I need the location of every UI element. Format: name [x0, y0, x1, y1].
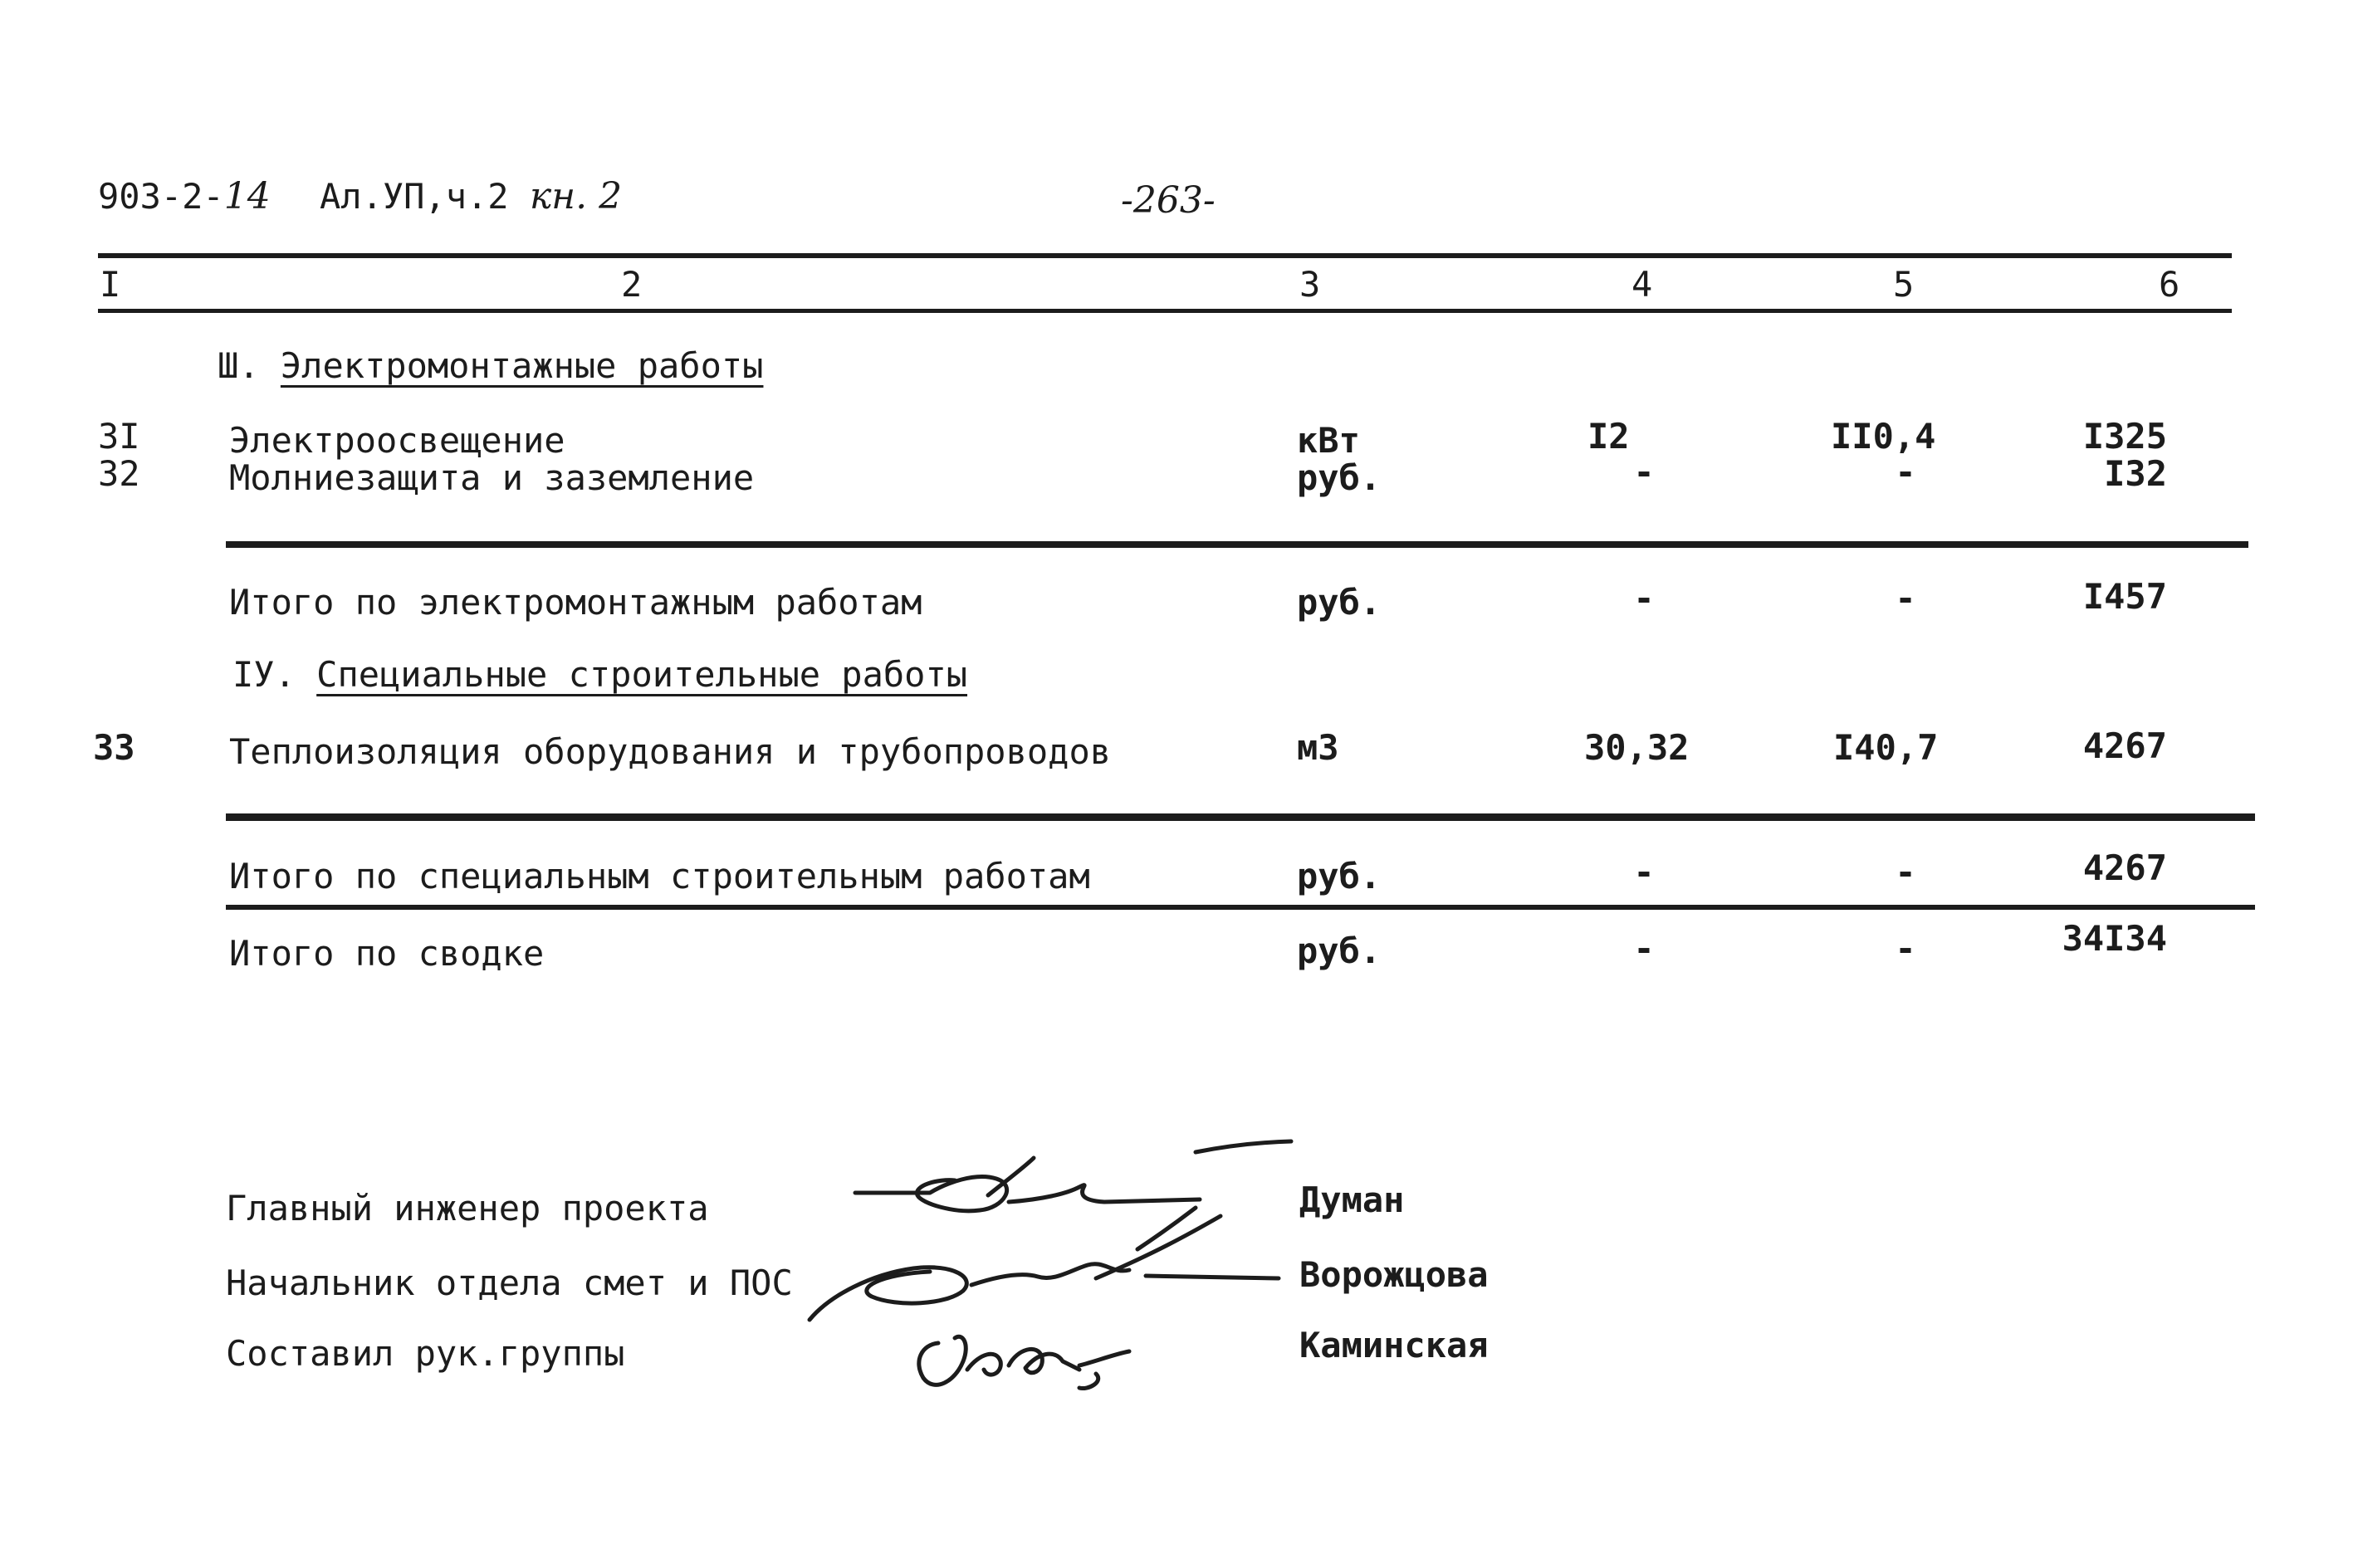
row-number: 3I: [98, 416, 140, 457]
col-header-2: 2: [621, 264, 643, 305]
total-name: Итого по электромонтажным работам: [229, 582, 922, 623]
total-name: Итого по специальным строительным работам: [229, 856, 1090, 896]
grand-total-unit: руб.: [1297, 931, 1382, 971]
book-handwritten: кн. 2: [529, 175, 623, 217]
grand-total-name: Итого по сводке: [229, 933, 545, 974]
document-code-handwritten: 14: [223, 175, 271, 217]
row-number: 32: [98, 453, 140, 494]
grand-total-price: -: [1895, 928, 1916, 969]
total-price: -: [1895, 578, 1916, 618]
total-qty: -: [1633, 852, 1655, 892]
col-header-4: 4: [1631, 264, 1653, 305]
grand-total-qty: -: [1633, 928, 1655, 969]
row-price: I40,7: [1833, 727, 1939, 768]
page-number: -263-: [1121, 179, 1216, 222]
total-cost: I457: [2082, 576, 2167, 617]
signature-name: Думан: [1299, 1180, 1405, 1220]
row-qty: -: [1633, 452, 1655, 492]
row-unit: м3: [1297, 727, 1339, 768]
section-4-name: Специальные строительные работы: [316, 654, 968, 695]
grand-total-cost: 34I34: [2062, 918, 2167, 959]
row-number: 33: [93, 727, 135, 768]
row-unit: руб.: [1297, 457, 1382, 498]
row-qty: 30,32: [1584, 727, 1690, 768]
signature-role: Составил рук.группы: [226, 1333, 625, 1374]
col-header-1: I: [100, 264, 121, 305]
signature-name: Каминская: [1299, 1325, 1489, 1365]
row-price: -: [1895, 452, 1916, 492]
document-code-printed: 903-2-: [98, 176, 224, 217]
row-cost: I325: [2082, 416, 2167, 457]
row-cost: I32: [2104, 453, 2167, 494]
total-price: -: [1895, 852, 1916, 892]
total-unit: руб.: [1297, 582, 1382, 623]
row-price: II0,4: [1831, 416, 1936, 457]
signature-role: Начальник отдела смет и ПОС: [226, 1263, 793, 1303]
row-unit: кВт: [1297, 420, 1360, 461]
row-name: Электроосвещение: [229, 420, 565, 461]
album-printed: Ал.УП,ч.2: [320, 176, 509, 217]
row-name: Теплоизоляция оборудования и трубопроводов: [229, 731, 1112, 772]
row-cost: 4267: [2082, 725, 2167, 766]
col-header-3: 3: [1299, 264, 1321, 305]
signature-role: Главный инженер проекта: [226, 1188, 709, 1229]
section-3-name: Электромонтажные работы: [280, 345, 764, 386]
total-unit: руб.: [1297, 856, 1382, 896]
total-qty: -: [1633, 578, 1655, 618]
signature-name: Ворожцова: [1299, 1254, 1489, 1295]
row-name: Молниезащита и заземление: [229, 457, 755, 498]
section-3-number: Ш.: [218, 345, 260, 386]
col-header-5: 5: [1893, 264, 1915, 305]
col-header-6: 6: [2159, 264, 2180, 305]
row-qty: I2: [1587, 416, 1630, 457]
total-cost: 4267: [2082, 848, 2167, 888]
section-4-number: IУ.: [232, 654, 296, 695]
